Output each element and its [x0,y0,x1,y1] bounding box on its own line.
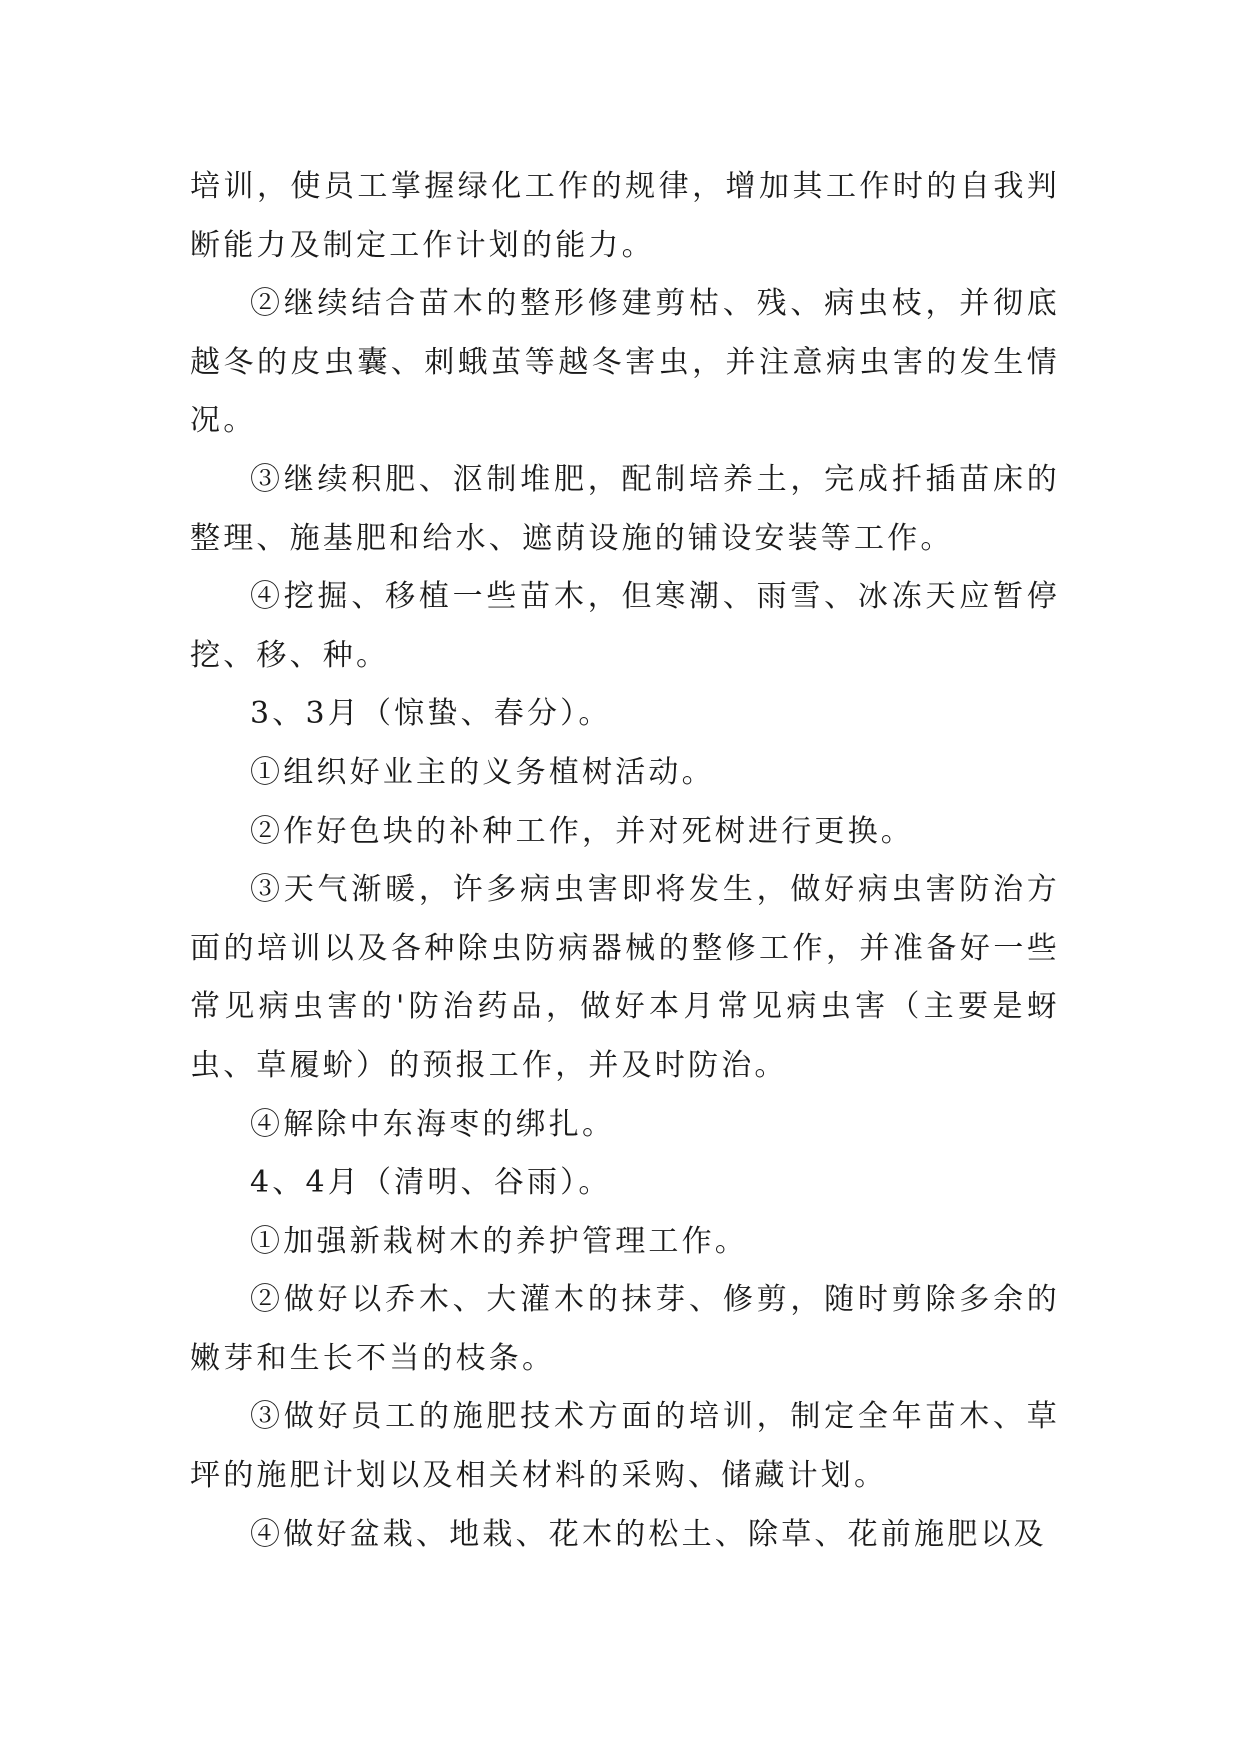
paragraph-continuation: 培训，使员工掌握绿化工作的规律，增加其工作时的自我判断能力及制定工作计划的能力。 [190,169,1060,263]
paragraph: ②做好以乔木、大灌木的抹芽、修剪，随时剪除多余的嫩芽和生长不当的枝条。 [190,1282,1060,1376]
section-heading: 3、3月（惊蛰、春分）。 [250,696,612,732]
paragraph: ③继续积肥、沤制堆肥，配制培养土，完成扦插苗床的整理、施基肥和给水、遮荫设施的铺设安装等工作。 [190,461,1060,556]
paragraph: ①加强新栽树木的养护管理工作。 [250,1223,748,1259]
paragraph: ①组织好业主的义务植树活动。 [250,754,715,790]
paragraph: ④做好盆栽、地栽、花木的松土、除草、花前施肥以及 [250,1516,1047,1552]
paragraph: ②作好色块的补种工作，并对死树进行更换。 [250,813,914,849]
paragraph: ④挖掘、移植一些苗木，但寒潮、雨雪、冰冻天应暂停挖、移、种。 [190,579,1060,673]
document-body [190,158,1060,1564]
paragraph: ④解除中东海枣的绑扎。 [250,1106,616,1142]
paragraph: ③做好员工的施肥技术方面的培训，制定全年苗木、草坪的施肥计划以及相关材料的采购、储藏计划。 [190,1399,1060,1494]
paragraph: ②继续结合苗木的整形修建剪枯、残、病虫枝，并彻底越冬的皮虫囊、刺蛾茧等越冬害虫，并注意病虫害的发生情况。 [190,286,1060,439]
paragraph: ③天气渐暖，许多病虫害即将发生，做好病虫害防治方面的培训以及各种除虫防病器械的整修工作，并准备好一些常见病虫害的'防治药品，做好本月常见病虫害（主要是蚜虫、草履蚧）的预报工作，并及时防治。 [190,872,1060,1083]
section-heading: 4、4月（清明、谷雨）。 [250,1165,612,1201]
